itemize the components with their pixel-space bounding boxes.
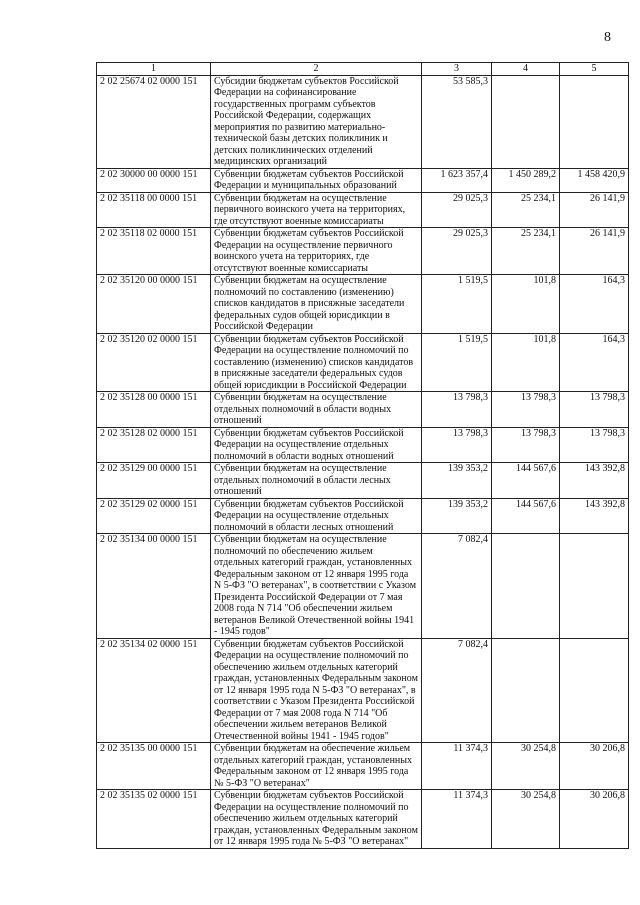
- row-code: 2 02 35129 00 0000 151: [97, 463, 211, 499]
- row-name: Субвенции бюджетам на осуществление отдельных полномочий в области водных отношений: [211, 392, 422, 428]
- table-row: [97, 743, 629, 790]
- table-row: [97, 463, 629, 499]
- row-value-3: 11 374,3: [422, 790, 492, 849]
- table-row: [97, 498, 629, 534]
- row-value-4: 1 450 289,2: [492, 168, 560, 192]
- row-value-4: 101,8: [492, 275, 560, 334]
- row-code: 2 02 35118 00 0000 151: [97, 192, 211, 228]
- row-value-4: 25 234,1: [492, 228, 560, 275]
- row-value-3: 13 798,3: [422, 427, 492, 463]
- row-value-3: 139 353,2: [422, 498, 492, 534]
- table-row: [97, 392, 629, 428]
- table-row: [97, 790, 629, 849]
- row-name: Субвенции бюджетам субъектов Российской Федерации на осуществление отдельных полномочий в области лесных отношений: [211, 498, 422, 534]
- header-col-5: 5: [560, 63, 629, 76]
- row-code: 2 02 35135 02 0000 151: [97, 790, 211, 849]
- row-name: Субвенции бюджетам на осуществление первичного воинского учета на территориях, где отсутствуют военные комиссариаты: [211, 192, 422, 228]
- row-value-5: 13 798,3: [560, 392, 629, 428]
- row-name: Субвенции бюджетам на осуществление отдельных полномочий в области лесных отношений: [211, 463, 422, 499]
- header-col-2: 2: [211, 63, 422, 76]
- row-value-5: 1 458 420,9: [560, 168, 629, 192]
- row-value-4: [492, 534, 560, 639]
- row-name: Субвенции бюджетам на осуществление полномочий по обеспечению жильем отдельных категорий граждан, установленных Федеральным законом от 12 января 1995 года N 5-ФЗ "О ветеранах", в соответствии с Указом Президента Российской Федерации от 7 мая 2008 года N 714 "Об обеспечении жильем ветеранов Великой Отечественной войны 1941 - 1945 годов": [211, 534, 422, 639]
- row-name: Субвенции бюджетам субъектов Российской Федерации на осуществление полномочий по обеспечению жильем отдельных категорий граждан, установленных Федеральным законом от 12 января 1995 года N 5-ФЗ "О ветеранах", в соответствии с Указом Президента Российской Федерации от 7 мая 2008 года N 714 "Об обеспечении жильем ветеранов Великой Отечественной войны 1941 - 1945 годов": [211, 638, 422, 743]
- row-value-3: 7 082,4: [422, 638, 492, 743]
- row-name: Субвенции бюджетам на осуществление полномочий по составлению (изменению) списков кандидатов в присяжные заседатели федеральных судов общей юрисдикции в Российской Федерации: [211, 275, 422, 334]
- header-col-4: 4: [492, 63, 560, 76]
- row-code: 2 02 35135 00 0000 151: [97, 743, 211, 790]
- row-value-3: 1 519,5: [422, 275, 492, 334]
- row-code: 2 02 35128 00 0000 151: [97, 392, 211, 428]
- row-code: 2 02 25674 02 0000 151: [97, 75, 211, 168]
- table-row: [97, 427, 629, 463]
- row-value-3: 11 374,3: [422, 743, 492, 790]
- page-number: 8: [604, 30, 611, 45]
- table-row: [97, 228, 629, 275]
- row-value-5: 164,3: [560, 333, 629, 392]
- row-value-4: 101,8: [492, 333, 560, 392]
- table-row: [97, 333, 629, 392]
- row-value-5: 13 798,3: [560, 427, 629, 463]
- row-code: 2 02 35128 02 0000 151: [97, 427, 211, 463]
- row-name: Субвенции бюджетам субъектов Российской Федерации на осуществление первичного воинского учета на территориях, где отсутствуют военные комиссариаты: [211, 228, 422, 275]
- row-value-4: 13 798,3: [492, 427, 560, 463]
- row-value-3: 29 025,3: [422, 228, 492, 275]
- row-code: 2 02 35134 00 0000 151: [97, 534, 211, 639]
- row-code: 2 02 35120 00 0000 151: [97, 275, 211, 334]
- row-value-5: 26 141,9: [560, 228, 629, 275]
- budget-table: [96, 62, 629, 849]
- row-name: Субвенции бюджетам субъектов Российской Федерации и муниципальных образований: [211, 168, 422, 192]
- row-value-4: 13 798,3: [492, 392, 560, 428]
- row-code: 2 02 35118 02 0000 151: [97, 228, 211, 275]
- row-value-5: 143 392,8: [560, 498, 629, 534]
- row-code: 2 02 35120 02 0000 151: [97, 333, 211, 392]
- row-value-3: 139 353,2: [422, 463, 492, 499]
- row-name: Субвенции бюджетам субъектов Российской Федерации на осуществление полномочий по составлению (изменению) списков кандидатов в присяжные заседатели федеральных судов общей юрисдикции в Российской Федерации: [211, 333, 422, 392]
- header-col-3: 3: [422, 63, 492, 76]
- row-value-3: 1 519,5: [422, 333, 492, 392]
- row-value-5: 30 206,8: [560, 743, 629, 790]
- row-value-3: 13 798,3: [422, 392, 492, 428]
- row-value-5: 143 392,8: [560, 463, 629, 499]
- row-name: Субвенции бюджетам субъектов Российской Федерации на осуществление полномочий по обеспечению жильем отдельных категорий граждан, установленных Федеральным законом от 12 января 1995 года № 5-ФЗ "О ветеранах": [211, 790, 422, 849]
- row-value-5: [560, 75, 629, 168]
- row-value-3: 1 623 357,4: [422, 168, 492, 192]
- table-row: [97, 534, 629, 639]
- table-row: [97, 638, 629, 743]
- row-value-5: 26 141,9: [560, 192, 629, 228]
- header-row: [97, 63, 629, 76]
- header-col-1: 1: [97, 63, 211, 76]
- row-value-4: [492, 75, 560, 168]
- table-row: [97, 75, 629, 168]
- row-value-5: [560, 638, 629, 743]
- row-value-3: 7 082,4: [422, 534, 492, 639]
- table-row: [97, 192, 629, 228]
- row-value-5: 164,3: [560, 275, 629, 334]
- row-name: Субвенции бюджетам субъектов Российской Федерации на осуществление отдельных полномочий в области водных отношений: [211, 427, 422, 463]
- row-code: 2 02 30000 00 0000 151: [97, 168, 211, 192]
- row-value-3: 29 025,3: [422, 192, 492, 228]
- row-value-4: 25 234,1: [492, 192, 560, 228]
- row-value-5: 30 206,8: [560, 790, 629, 849]
- row-value-5: [560, 534, 629, 639]
- row-value-4: 30 254,8: [492, 790, 560, 849]
- row-value-4: 144 567,6: [492, 463, 560, 499]
- row-value-3: 53 585,3: [422, 75, 492, 168]
- row-code: 2 02 35129 02 0000 151: [97, 498, 211, 534]
- row-value-4: 30 254,8: [492, 743, 560, 790]
- row-name: Субвенции бюджетам на обеспечение жильем отдельных категорий граждан, установленных Федеральным законом от 12 января 1995 года № 5-ФЗ "О ветеранах": [211, 743, 422, 790]
- row-name: Субсидии бюджетам субъектов Российской Федерации на софинансирование государственных программ субъектов Российской Федерации, содержащих мероприятия по развитию материально-технической базы детских поликлиник и детских поликлинических отделений медицинских организаций: [211, 75, 422, 168]
- table-row: [97, 168, 629, 192]
- row-code: 2 02 35134 02 0000 151: [97, 638, 211, 743]
- row-value-4: [492, 638, 560, 743]
- row-value-4: 144 567,6: [492, 498, 560, 534]
- table-row: [97, 275, 629, 334]
